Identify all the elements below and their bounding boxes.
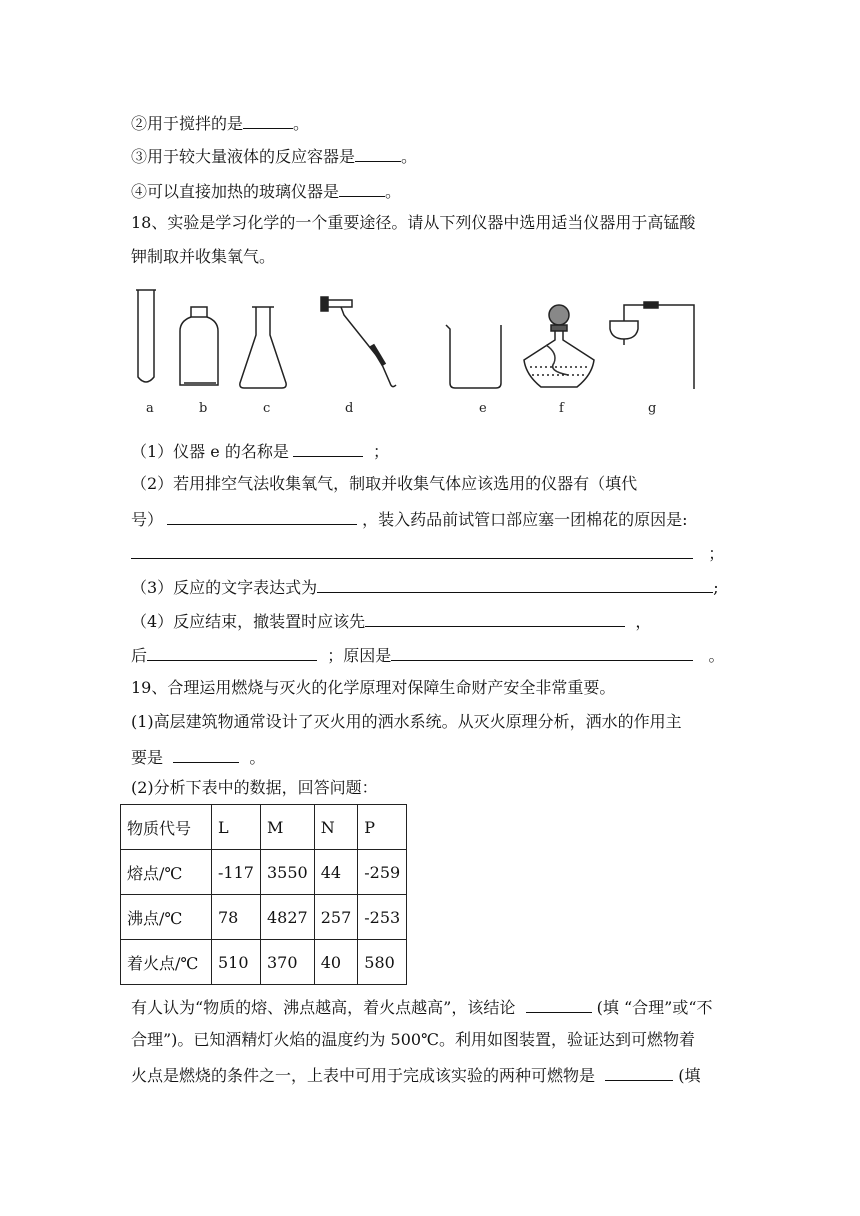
table-row bbox=[121, 895, 407, 940]
q18-part4-line2: 后 ；原因是 。 bbox=[131, 646, 725, 665]
table-row bbox=[121, 805, 407, 850]
q18-stem-line1: 18、实验是学习化学的一个重要途径。请从下列仪器中选用适当仪器用于高锰酸 bbox=[131, 213, 696, 232]
table-row bbox=[121, 850, 407, 895]
table-cell: 4827 bbox=[261, 895, 315, 940]
answer-blank[interactable] bbox=[355, 145, 401, 162]
table-cell: -253 bbox=[358, 895, 407, 940]
table-cell: 370 bbox=[261, 940, 315, 985]
apparatus-label-b: b bbox=[199, 401, 208, 416]
q17-item3: ③用于较大量液体的反应容器是 。 bbox=[131, 147, 418, 166]
q19-stem: 19、合理运用燃烧与灭火的化学原理对保障生命财产安全非常重要。 bbox=[131, 678, 616, 697]
q19-after-line1: 有人认为“物质的熔、沸点越高，着火点越高”，该结论 (填 “合理”或“不 bbox=[131, 998, 713, 1017]
answer-blank[interactable] bbox=[339, 180, 385, 197]
alcohol-lamp-icon bbox=[524, 305, 594, 387]
q19-part1-line2: 要是 。 bbox=[131, 748, 266, 767]
q19-after-line3: 火点是燃烧的条件之一，上表中可用于完成该实验的两种可燃物是 (填 bbox=[131, 1066, 701, 1085]
q18-part2-line1: （2）若用排空气法收集氧气，制取并收集气体应该选用的仪器有（填代 bbox=[131, 474, 638, 493]
table-cell: 44 bbox=[314, 850, 358, 895]
apparatus-label-c: c bbox=[263, 401, 271, 416]
answer-blank[interactable] bbox=[365, 610, 625, 627]
table-cell: 580 bbox=[358, 940, 407, 985]
test-tube-icon bbox=[136, 290, 156, 382]
delivery-tube-icon bbox=[610, 302, 694, 389]
table-cell: 着火点/℃ bbox=[121, 940, 212, 985]
answer-blank[interactable] bbox=[317, 576, 713, 593]
table-cell: 沸点/℃ bbox=[121, 895, 212, 940]
apparatus-label-g: g bbox=[648, 401, 657, 416]
reagent-bottle-icon bbox=[180, 307, 218, 385]
q17-item4: ④可以直接加热的玻璃仪器是 。 bbox=[131, 182, 402, 201]
properties-table bbox=[120, 804, 407, 985]
answer-blank[interactable] bbox=[243, 112, 293, 129]
q19-part1-line1: (1)高层建筑物通常设计了灭火用的洒水系统。从灭火原理分析，洒水的作用主 bbox=[131, 712, 682, 731]
answer-blank[interactable] bbox=[293, 440, 363, 457]
answer-blank[interactable] bbox=[131, 542, 693, 559]
table-cell: 物质代号 bbox=[121, 805, 212, 850]
table-cell: 78 bbox=[212, 895, 261, 940]
answer-blank[interactable] bbox=[173, 746, 239, 763]
table-cell: -259 bbox=[358, 850, 407, 895]
table-cell: 40 bbox=[314, 940, 358, 985]
apparatus-label-e: e bbox=[479, 401, 487, 416]
answer-blank[interactable] bbox=[147, 644, 317, 661]
conical-flask-icon bbox=[240, 307, 286, 388]
answer-blank[interactable] bbox=[391, 644, 693, 661]
apparatus-label-d: d bbox=[345, 401, 354, 416]
table-cell: 3550 bbox=[261, 850, 315, 895]
table-cell: M bbox=[261, 805, 315, 850]
q17-item2: ②用于搅拌的是 。 bbox=[131, 114, 310, 133]
stopper-tube-icon bbox=[321, 297, 396, 387]
q18-part1: （1）仪器 e 的名称是 ； bbox=[131, 442, 390, 461]
beaker-icon bbox=[446, 325, 501, 388]
answer-blank[interactable] bbox=[605, 1064, 673, 1081]
table-cell: N bbox=[314, 805, 358, 850]
q18-part2-line2: 号） ，装入药品前试管口部应塞一团棉花的原因是: bbox=[131, 510, 688, 529]
table-cell: L bbox=[212, 805, 261, 850]
q19-after-line2: 合理”)。已知酒精灯火焰的温度约为 500℃。利用如图装置，验证达到可燃物着 bbox=[131, 1030, 695, 1049]
apparatus-figure bbox=[128, 285, 718, 420]
answer-blank[interactable] bbox=[526, 996, 592, 1013]
table-cell: 熔点/℃ bbox=[121, 850, 212, 895]
q18-part2-line3: ； bbox=[131, 542, 724, 564]
q19-part2: (2)分析下表中的数据，回答问题： bbox=[131, 778, 378, 797]
q18-stem-line2: 钾制取并收集氧气。 bbox=[131, 247, 276, 266]
table-cell: 257 bbox=[314, 895, 358, 940]
q18-part3: （3）反应的文字表达式为 ; bbox=[131, 578, 719, 597]
apparatus-label-f: f bbox=[559, 401, 564, 416]
table-cell: -117 bbox=[212, 850, 261, 895]
apparatus-label-a: a bbox=[146, 401, 154, 416]
table-row bbox=[121, 940, 407, 985]
table-cell: P bbox=[358, 805, 407, 850]
q18-part4-line1: （4）反应结束，撤装置时应该先 ， bbox=[131, 612, 652, 631]
table-cell: 510 bbox=[212, 940, 261, 985]
answer-blank[interactable] bbox=[167, 508, 357, 525]
